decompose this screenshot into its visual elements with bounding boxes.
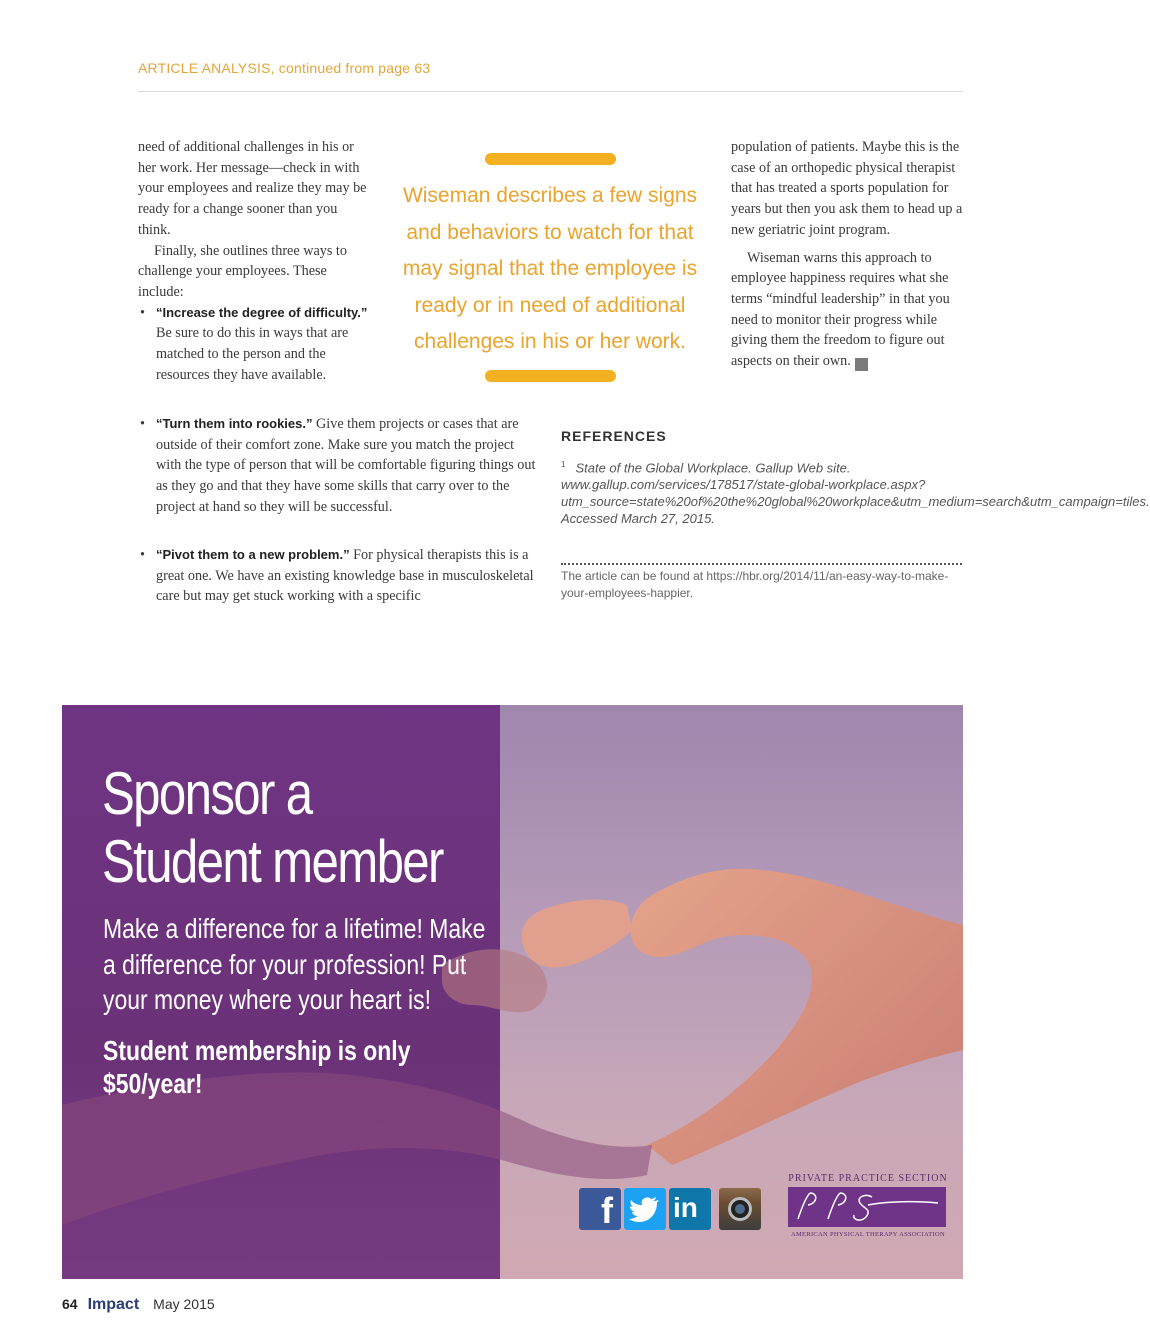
bullet-item — [138, 303, 370, 386]
paragraph: Finally, she outlines three ways to challenge your employees. These include: — [138, 242, 347, 300]
bullet: • — [140, 547, 145, 563]
bullet-item — [138, 545, 536, 607]
end-mark-icon: I — [855, 358, 868, 371]
dotted-divider — [561, 563, 962, 565]
article-source-note: The article can be found at https://hbr.org/2014/11/an-easy-way-to-make-your-employees-happier. — [561, 569, 949, 600]
pps-logo[interactable] — [788, 1173, 948, 1238]
reference-number: 1 — [561, 460, 566, 469]
pps-logo-mark — [788, 1187, 946, 1227]
issue-date: May 2015 — [153, 1296, 215, 1312]
article-column-1 — [138, 137, 370, 385]
ad-title: Sponsor a Student member — [102, 760, 443, 895]
sponsor-student-ad[interactable] — [62, 705, 963, 1279]
reference-item — [561, 456, 1150, 527]
paragraph: Wiseman warns this approach to employee happiness requires what she terms “mindful leadership” in that you need to monitor their progress while giving them the freedom to figure out aspects on their own. I — [731, 249, 950, 371]
article-column-3 — [731, 137, 967, 372]
bullet: • — [140, 304, 145, 321]
running-head: ARTICLE ANALYSIS, continued from page 63 — [138, 60, 431, 76]
bullet-text: Give them projects or cases that are outside of their comfort zone. Make sure you match the project with the type of person that will be comfortable figuring things out as they go and that they have some skills that carry over to the project at hand so they will be successful. — [156, 416, 536, 515]
page-footer — [62, 1296, 215, 1314]
bullet-lead: “Pivot them to a new problem.” — [156, 547, 350, 562]
bullet-lead: “Turn them into rookies.” — [156, 416, 313, 431]
linkedin-icon[interactable]: in — [669, 1188, 711, 1230]
magazine-name: Impact — [87, 1296, 140, 1313]
facebook-icon[interactable]: f — [579, 1188, 621, 1230]
logo-top-text: PRIVATE PRACTICE SECTION — [788, 1173, 948, 1184]
page-number: 64 — [62, 1296, 78, 1312]
bullet: • — [140, 416, 145, 432]
instagram-icon[interactable] — [719, 1188, 761, 1230]
paragraph: need of additional challenges in his or her work. Her message—check in with your employees and realize they may be ready for a change sooner than you think. — [138, 139, 367, 238]
bullet-text: For physical therapists this is a great one. We have an existing knowledge base in musculoskeletal care but may get stuck working with a specific — [156, 547, 534, 605]
reference-text: State of the Global Workplace. Gallup Web site. www.gallup.com/services/178517/state-global-workplace.aspx?utm_source=state%20of%20the%20global%20workplace&utm_medium=search&utm_campaign=tiles. Accessed March 27, 2015. — [561, 460, 1150, 527]
logo-bottom-text: AMERICAN PHYSICAL THERAPY ASSOCIATION — [790, 1231, 946, 1238]
pullquote-top-stroke — [485, 153, 616, 165]
twitter-icon[interactable] — [624, 1188, 666, 1230]
ad-subtitle: Make a difference for a lifetime! Make a difference for your profession! Put your money where your heart is! — [103, 913, 486, 1015]
pull-quote: Wiseman describes a few signs and behaviors to watch for that may signal that the employee is ready or in need of additional challenges in his or her work. — [402, 184, 698, 353]
paragraph: population of patients. Maybe this is the case of an orthopedic physical therapist that has treated a sports population for years but then you ask them to head up a new geriatric joint program. — [731, 139, 963, 238]
ad-price: Student membership is only $50/year! — [103, 1035, 411, 1099]
bullet-lead: “Increase the degree of difficulty.” — [156, 304, 368, 320]
pullquote-bottom-stroke — [485, 370, 616, 382]
bullet-item — [138, 414, 536, 518]
references-heading: REFERENCES — [561, 428, 667, 444]
bullet-text: Be sure to do this in ways that are matched to the person and the resources they have available. — [156, 325, 349, 383]
header-rule — [138, 91, 963, 92]
